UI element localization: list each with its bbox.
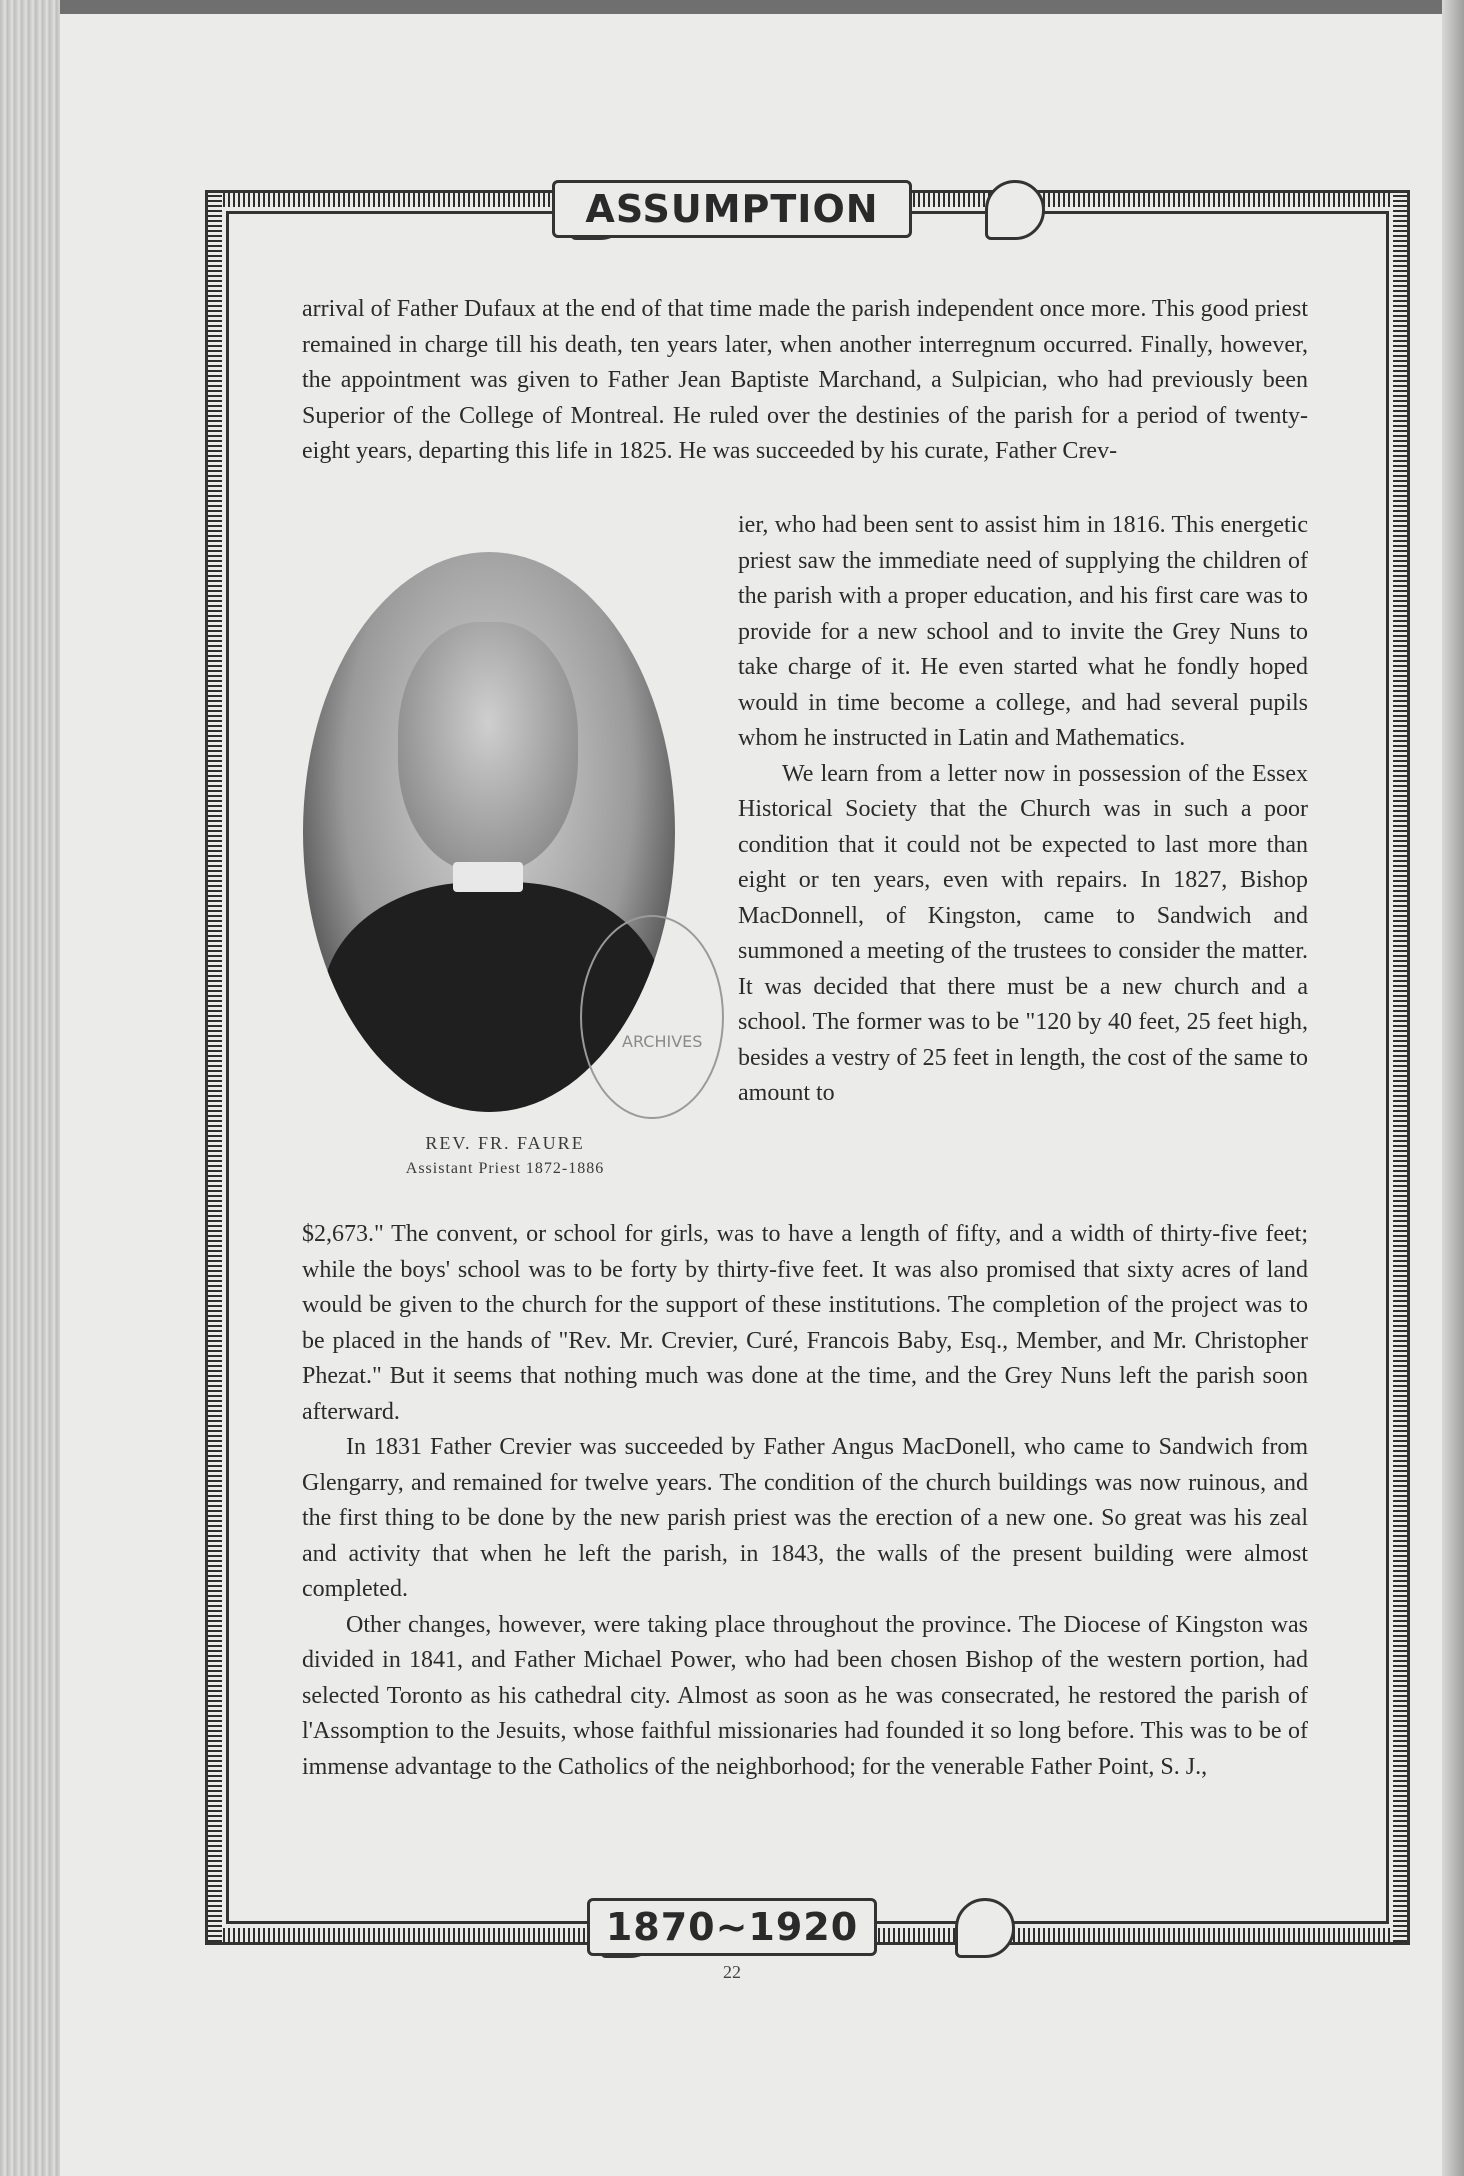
paragraph: In 1831 Father Crevier was succeeded by Father Angus MacDonell, who came to Sandwich from Glengarry, and remained for twelve years. The condition of the church buildings was now ruinous, and the first thing to be done by the new parish priest was the erection of a new one. So great was his zeal and activity that when he left the parish, in 1843, the walls of the present building were almost completed. (302, 1434, 1308, 1602)
paragraph: $2,673." The convent, or school for girls, was to have a length of fifty, and a width of thirty-five feet; while the boys' school was to be forty by thirty-five feet. It was also promised that sixty acres of land would be given to the church for the support of these institutions. The completion of the project was to be placed in the hands of "Rev. Mr. Crevier, Curé, Francois Baby, Esq., Member, and Mr. Christopher Phezat." But it seems that nothing much was done at the time, and the Grey Nuns left the parish soon afterward. (302, 1221, 1308, 1425)
page-title: ASSUMPTION (552, 180, 912, 238)
text-block-bottom (302, 1217, 1308, 1785)
border-hatching-left (208, 193, 222, 1942)
paragraph: Other changes, however, were taking place throughout the province. The Diocese of Kingston was divided in 1841, and Father Michael Power, who had been chosen Bishop of the western portion, had selected Toronto as his cathedral city. Almost as soon as he was consecrated, he restored the parish of l'Assomption to the Jesuits, whose faithful missionaries had founded it so long before. This was to be of immense advantage to the Catholics of the neighborhood; for the venerable Father Point, S. J., (302, 1611, 1308, 1780)
scan-top-edge (0, 0, 1464, 14)
border-hatching-right (1393, 193, 1407, 1942)
scan-right-edge (1442, 0, 1464, 2176)
portrait-face (398, 622, 578, 872)
scroll-ornament-right (985, 180, 1045, 240)
paragraph: We learn from a letter now in possession of the Essex Historical Society that the Church was in such a poor condition that it could not be expected to last more than eight or ten years, even with repairs. In 1827, Bishop MacDonnell, of Kingston, came to Sandwich and summoned a meeting of the trustees to consider the matter. It was decided that there must be a new church and a school. The former was to be "120 by 40 feet, 25 feet high, besides a vestry of 25 feet in length, the cost of the same to amount to (738, 760, 1308, 1106)
footer-years: 1870~1920 (587, 1898, 877, 1956)
portrait-collar (453, 862, 523, 892)
stamp-label: ARCHIVES (622, 1032, 703, 1051)
scroll-ornament-right (955, 1898, 1015, 1958)
archive-stamp (580, 915, 724, 1119)
page-number: 22 (723, 1962, 741, 1982)
text-block-top (302, 292, 1308, 542)
photo-caption-role: Assistant Priest 1872-1886 (405, 1160, 605, 1177)
paragraph: ier, who had been sent to assist him in 1816. This energetic priest saw the immediate need of supplying the children of the parish with a proper education, and his first care was to provide for a new school and to invite the Grey Nuns to take charge of it. He even started what he fondly hoped would in time become a college, and had several pupils whom he instructed in Latin and Mathematics. (738, 512, 1308, 751)
photo-caption-name: REV. FR. FAURE (425, 1133, 585, 1153)
book-page-edges (0, 0, 60, 2176)
text-block-side (738, 508, 1308, 1112)
paragraph: arrival of Father Dufaux at the end of that time made the parish independent once more. This good priest remained in charge till his death, ten years later, when another interregnum occurred. Finally, however, the appointment was given to Father Jean Baptiste Marchand, a Sulpician, who had previously been Superior of the College of Montreal. He ruled over the destinies of the parish for a period of twenty-eight years, departing this life in 1825. He was succeeded by his curate, Father Crev- (302, 296, 1308, 464)
